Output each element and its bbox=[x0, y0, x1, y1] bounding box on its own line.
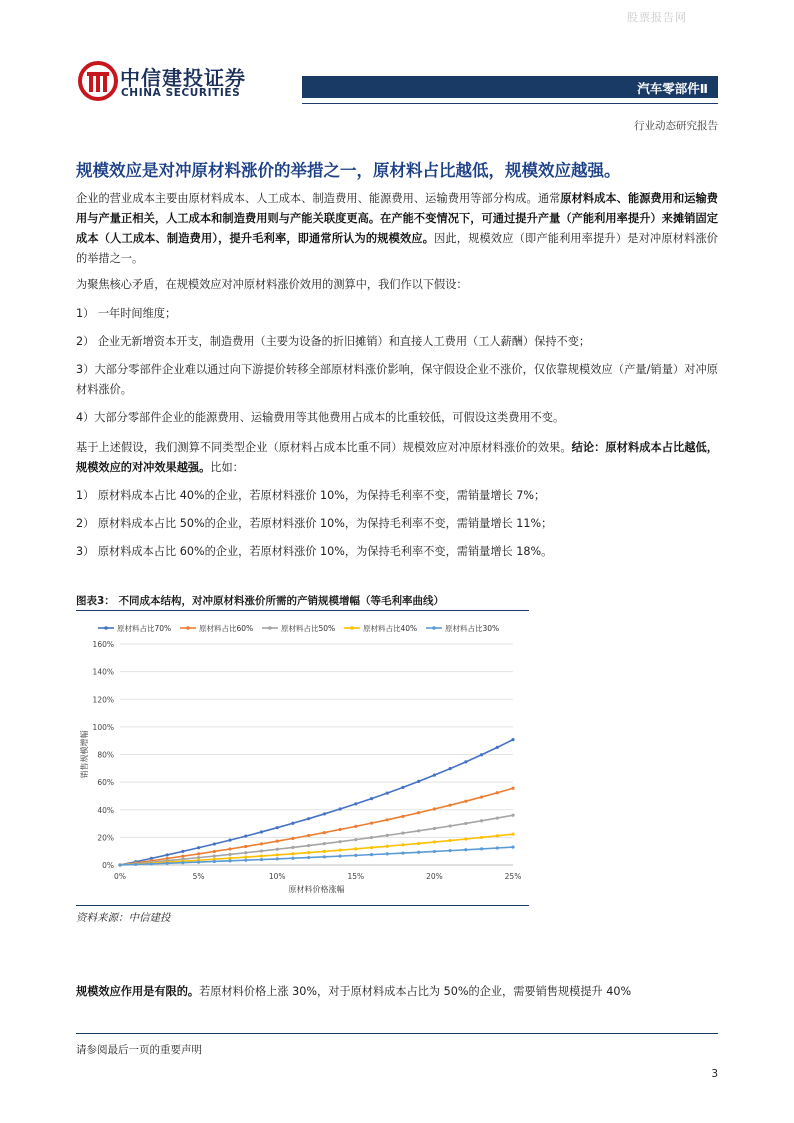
legend-marker bbox=[268, 626, 272, 630]
series-point bbox=[276, 857, 279, 860]
series-point bbox=[511, 787, 514, 790]
company-logo-icon bbox=[78, 61, 118, 101]
y-tick-label: 20% bbox=[97, 833, 114, 843]
paragraph-assumption-intro: 为聚焦核心矛盾，在规模效应对冲原材料涨价效用的测算中，我们作以下假设： bbox=[76, 278, 468, 291]
series-point bbox=[464, 760, 467, 763]
series-point bbox=[496, 791, 499, 794]
series-point bbox=[323, 812, 326, 815]
series-point bbox=[291, 846, 294, 849]
assumption-item-4: 4）大部分零部件企业的能源费用、运输费用等其他费用占成本的比重较低，可假设这类费用不变。 bbox=[76, 411, 565, 424]
series-point bbox=[276, 853, 279, 856]
series-point bbox=[401, 851, 404, 854]
paragraph-cost-structure bbox=[76, 189, 718, 269]
series-point bbox=[338, 840, 341, 843]
series-point bbox=[244, 851, 247, 854]
series-point bbox=[307, 817, 310, 820]
series-point bbox=[370, 797, 373, 800]
paragraph-text: 若原材料价格上涨 30%，对于原材料成本占比为 50%的企业，需要销售规模提升 40% bbox=[199, 985, 632, 998]
series-point bbox=[338, 855, 341, 858]
series-point bbox=[433, 774, 436, 777]
series-point bbox=[370, 846, 373, 849]
paragraph-bold-text: 规模效应作用是有限的。 bbox=[76, 985, 200, 998]
series-point bbox=[118, 863, 121, 866]
series-point bbox=[276, 826, 279, 829]
figure-source: 资料来源：中信建投 bbox=[76, 912, 171, 924]
series-point bbox=[417, 811, 420, 814]
series-point bbox=[244, 859, 247, 862]
series-point bbox=[417, 842, 420, 845]
series-point bbox=[276, 848, 279, 851]
y-axis-ticks bbox=[93, 640, 114, 870]
series-point bbox=[197, 846, 200, 849]
series-point bbox=[291, 857, 294, 860]
series-point bbox=[213, 860, 216, 863]
series-point bbox=[338, 807, 341, 810]
series-point bbox=[354, 838, 357, 841]
assumption-item-3: 3）大部分零部件企业难以通过向下游提价转移全部原材料涨价影响，保守假设企业不涨价，仅依靠规模效应（产量/销量）对冲原材料涨价。 bbox=[76, 363, 718, 396]
series-point bbox=[511, 814, 514, 817]
series-point bbox=[511, 845, 514, 848]
series-point bbox=[197, 860, 200, 863]
series-point bbox=[228, 847, 231, 850]
y-axis-label: 销售规模增幅 bbox=[80, 730, 89, 779]
series-line bbox=[120, 740, 513, 865]
series-point bbox=[449, 824, 452, 827]
series-point bbox=[480, 836, 483, 839]
legend-label: 原材料占比50% bbox=[281, 624, 336, 633]
legend-marker bbox=[350, 626, 354, 630]
series-point bbox=[323, 850, 326, 853]
x-axis-ticks bbox=[114, 872, 521, 881]
series-point bbox=[449, 804, 452, 807]
series-point bbox=[150, 862, 153, 865]
x-tick-label: 0% bbox=[114, 872, 126, 881]
y-tick-label: 0% bbox=[102, 861, 114, 870]
series-point bbox=[354, 854, 357, 857]
series-point bbox=[480, 753, 483, 756]
watermark: 股票报告网 bbox=[627, 11, 687, 24]
series-point bbox=[480, 819, 483, 822]
series-point bbox=[197, 852, 200, 855]
series-point bbox=[307, 851, 310, 854]
series-point bbox=[181, 861, 184, 864]
series-point bbox=[244, 834, 247, 837]
assumption-item-1: 1） 一年时间维度； bbox=[76, 307, 177, 320]
series-point bbox=[338, 828, 341, 831]
figure-top-divider bbox=[76, 610, 529, 611]
series-point bbox=[323, 855, 326, 858]
paragraph-text: 基于上述假设，我们测算不同类型企业（原材料占成本比重不同）规模效应对冲原材料涨价的效果。 bbox=[76, 441, 572, 454]
series-point bbox=[260, 849, 263, 852]
y-tick-label: 160% bbox=[92, 640, 114, 649]
header-divider bbox=[302, 103, 718, 104]
series-point bbox=[386, 791, 389, 794]
series-point bbox=[260, 854, 263, 857]
paragraph-limitation bbox=[76, 982, 718, 1002]
example-item-2: 2） 原材料成本占比 50%的企业，若原材料涨价 10%，为保持毛利率不变，需销量增长 11%； bbox=[76, 517, 553, 530]
y-tick-label: 100% bbox=[92, 722, 114, 732]
series-point bbox=[354, 847, 357, 850]
legend-label: 原材料占比40% bbox=[363, 624, 418, 633]
series-point bbox=[323, 831, 326, 834]
series-point bbox=[307, 856, 310, 859]
series-point bbox=[228, 838, 231, 841]
series-point bbox=[354, 802, 357, 805]
series-point bbox=[370, 853, 373, 856]
page-number: 3 bbox=[711, 1068, 718, 1080]
series-point bbox=[496, 746, 499, 749]
series-point bbox=[496, 816, 499, 819]
series-point bbox=[260, 858, 263, 861]
series-point bbox=[464, 837, 467, 840]
series-point bbox=[260, 842, 263, 845]
series-point bbox=[417, 851, 420, 854]
series-point bbox=[401, 815, 404, 818]
x-axis-label: 原材料价格涨幅 bbox=[288, 885, 345, 894]
example-item-3: 3） 原材料成本占比 60%的企业，若原材料涨价 10%，为保持毛利率不变，需销量增长 18%。 bbox=[76, 545, 553, 558]
series-point bbox=[134, 863, 137, 866]
paragraph-bold-text: 原材料成本、能源费用和运输费用与产量正相关，人工成本和制造费用则与产能关联度更高。在产能不变情况下，可通过提升产量（产能利用率提升）来摊销固定成本（人工成本、制造费用），提升毛利率，即通常所认为的规模效应。 bbox=[76, 192, 718, 245]
x-tick-label: 15% bbox=[347, 872, 365, 881]
series-point bbox=[370, 836, 373, 839]
figure-caption: 图表3： 不同成本结构，对冲原材料涨价所需的产销规模增幅（等毛利率曲线） bbox=[76, 595, 444, 607]
logo-chinese-name: 中信建投证券 bbox=[120, 66, 246, 90]
y-tick-label: 40% bbox=[97, 805, 114, 815]
series-point bbox=[291, 837, 294, 840]
series-point bbox=[213, 842, 216, 845]
series-point bbox=[417, 829, 420, 832]
logo-english-name: CHINA SECURITIES bbox=[121, 87, 241, 99]
series-point bbox=[354, 825, 357, 828]
series-point bbox=[386, 845, 389, 848]
section-title: 规模效应是对冲原材料涨价的举措之一，原材料占比越低，规模效应越强。 bbox=[76, 161, 621, 180]
series-point bbox=[213, 850, 216, 853]
footer-notice: 请参阅最后一页的重要声明 bbox=[76, 1044, 202, 1056]
x-tick-label: 5% bbox=[192, 872, 205, 881]
legend-marker bbox=[104, 626, 108, 630]
report-type: 行业动态研究报告 bbox=[634, 120, 718, 132]
series-point bbox=[433, 850, 436, 853]
paragraph-text: 因此，规模效应（即产能利用率提升）是对冲原材料涨价的举措之一。 bbox=[76, 232, 718, 265]
series-point bbox=[401, 843, 404, 846]
chart-legend bbox=[98, 623, 499, 633]
chart-gridlines bbox=[120, 644, 513, 865]
series-point bbox=[228, 859, 231, 862]
series-point bbox=[480, 795, 483, 798]
series-point bbox=[244, 845, 247, 848]
series-point bbox=[401, 832, 404, 835]
legend-label: 原材料占比70% bbox=[117, 624, 172, 633]
series-point bbox=[370, 822, 373, 825]
paragraph-text: 企业的营业成本主要由原材料成本、人工成本、制造费用、能源费用、运输费用等部分构成。通常 bbox=[76, 192, 561, 205]
series-point bbox=[464, 848, 467, 851]
x-tick-label: 10% bbox=[268, 872, 286, 881]
legend-label: 原材料占比30% bbox=[445, 624, 500, 633]
figure-bottom-divider bbox=[76, 905, 529, 906]
x-tick-label: 25% bbox=[504, 872, 522, 881]
series-point bbox=[291, 852, 294, 855]
series-point bbox=[464, 800, 467, 803]
series-point bbox=[496, 834, 499, 837]
series-point bbox=[276, 840, 279, 843]
assumption-item-2: 2） 企业无新增资本开支，制造费用（主要为设备的折旧摊销）和直接人工费用（工人薪酬）保持不变； bbox=[76, 335, 591, 348]
example-item-1: 1） 原材料成本占比 40%的企业，若原材料涨价 10%，为保持毛利率不变，需销量增长 7%； bbox=[76, 489, 546, 502]
series-line bbox=[120, 834, 513, 865]
paragraph-text: 比如： bbox=[210, 461, 244, 474]
y-tick-label: 60% bbox=[97, 778, 114, 788]
y-tick-label: 140% bbox=[92, 667, 114, 677]
series-point bbox=[511, 738, 514, 741]
paragraph-conclusion bbox=[76, 438, 718, 478]
series-point bbox=[386, 834, 389, 837]
series-point bbox=[449, 839, 452, 842]
series-point bbox=[166, 853, 169, 856]
series-point bbox=[307, 834, 310, 837]
series-point bbox=[433, 807, 436, 810]
series-point bbox=[291, 822, 294, 825]
series-point bbox=[417, 780, 420, 783]
series-point bbox=[449, 849, 452, 852]
series-point bbox=[228, 853, 231, 856]
series-point bbox=[244, 856, 247, 859]
series-point bbox=[386, 852, 389, 855]
series-point bbox=[307, 844, 310, 847]
series-point bbox=[511, 833, 514, 836]
series-line bbox=[120, 788, 513, 865]
series-point bbox=[496, 846, 499, 849]
series-point bbox=[181, 850, 184, 853]
series-point bbox=[449, 767, 452, 770]
series-point bbox=[338, 849, 341, 852]
series-point bbox=[323, 842, 326, 845]
chart-series bbox=[118, 738, 514, 867]
conclusion-bold-text: 结论：原材料成本占比越低，规模效应的对冲效果越强。 bbox=[76, 441, 718, 474]
series-point bbox=[260, 830, 263, 833]
series-point bbox=[181, 855, 184, 858]
series-point bbox=[386, 818, 389, 821]
series-point bbox=[401, 786, 404, 789]
sector-label: 汽车零部件Ⅱ bbox=[637, 81, 708, 96]
series-point bbox=[433, 827, 436, 830]
series-point bbox=[433, 840, 436, 843]
legend-marker bbox=[432, 626, 436, 630]
footer-divider bbox=[76, 1033, 718, 1034]
series-point bbox=[464, 822, 467, 825]
y-tick-label: 80% bbox=[97, 750, 114, 760]
legend-marker bbox=[186, 626, 190, 630]
series-point bbox=[166, 862, 169, 865]
legend-label: 原材料占比60% bbox=[199, 624, 254, 633]
sector-banner bbox=[302, 76, 718, 98]
y-tick-label: 120% bbox=[92, 695, 114, 705]
x-tick-label: 20% bbox=[426, 872, 443, 881]
series-point bbox=[213, 854, 216, 857]
series-point bbox=[480, 847, 483, 850]
line-chart bbox=[76, 612, 529, 902]
